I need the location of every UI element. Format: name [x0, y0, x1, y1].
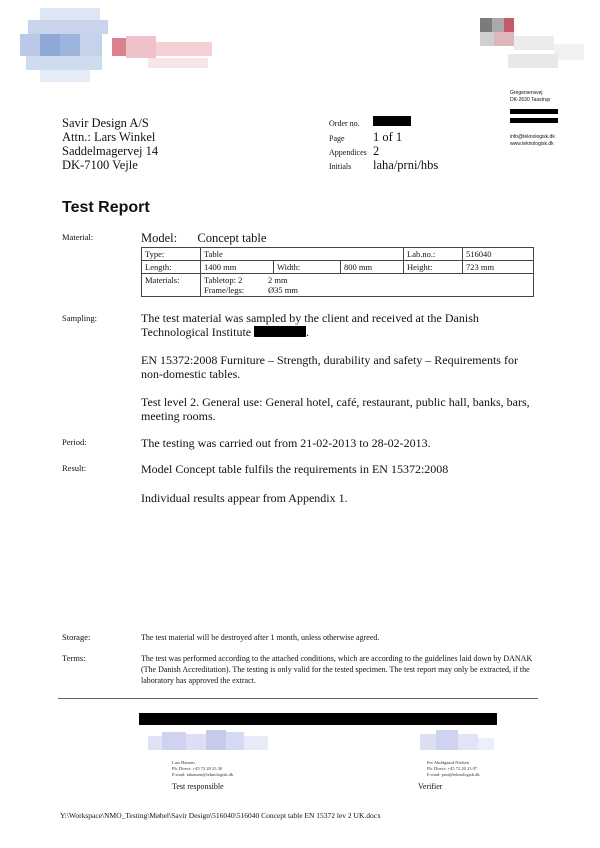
appendices-value: 2 [373, 144, 380, 158]
table-row [142, 274, 534, 297]
terms-text: The test was performed according to the attached conditions, which are according to the guidelines laid down by DANAK (The Danish Accreditation). The testing is only valid for the tested specimen. The test report may only be extracted, if the laboratory has approved the extract. [141, 654, 533, 685]
redacted-phone-2 [510, 118, 558, 123]
signature-left-details [172, 760, 233, 778]
redacted-phone-1 [510, 109, 558, 114]
material-table [141, 247, 534, 297]
type-value: Table [201, 248, 404, 261]
frame-value: Ø35 mm [268, 285, 298, 295]
initials-value: laha/prni/hbs [373, 158, 439, 172]
order-redacted [373, 116, 411, 126]
institute-logo [18, 8, 218, 88]
labno-label: Lab.no.: [404, 248, 463, 261]
divider [58, 698, 538, 699]
result-text-2: Individual results appear from Appendix 1. [141, 491, 348, 505]
institute-web: www.teknologisk.dk [510, 141, 554, 147]
width-label: Width: [274, 261, 341, 274]
model-label: Model: [141, 231, 178, 245]
left-name: Lars Hansen [172, 760, 195, 765]
report-meta [329, 116, 438, 172]
length-label: Length: [142, 261, 201, 274]
model-line [141, 231, 266, 246]
frame-label: Frame/legs: [204, 285, 245, 295]
recipient-city: DK-7100 Vejle [62, 158, 138, 172]
footer-path: Y:\Workspace\NMO_Testing\Møbel\Savir Design\516040\516040 Concept table EN 15372 lev 2 UK.docx [60, 811, 381, 820]
table-row [142, 261, 534, 274]
institute-street: Gregersensvej [510, 90, 543, 96]
signature-left [148, 728, 278, 760]
terms-label: Terms: [62, 653, 86, 663]
page-value: 1 of 1 [373, 130, 403, 144]
width-value: 800 mm [341, 261, 404, 274]
initials-label: Initials [329, 162, 352, 171]
sampling-p1: The test material was sampled by the client and received at the Danish Technological Institute [141, 311, 479, 339]
page-label: Page [329, 134, 345, 143]
recipient-attn: Attn.: Lars Winkel [62, 130, 156, 144]
tabletop-label: Tabletop: 2 [204, 275, 243, 285]
result-text: Model Concept table fulfils the requirements in EN 15372:2008 [141, 462, 449, 476]
material-label: Material: [62, 232, 94, 242]
recipient-address [62, 116, 158, 172]
tabletop-value: 2 mm [268, 275, 288, 285]
period-text: The testing was carried out from 21-02-2013 to 28-02-2013. [141, 436, 431, 450]
institute-mark [478, 14, 588, 84]
type-label: Type: [142, 248, 201, 261]
signature-right [420, 728, 500, 760]
sampling-p1-end: . [306, 325, 310, 339]
storage-label: Storage: [62, 632, 91, 642]
institute-email: info@teknologisk.dk [510, 134, 555, 140]
page-title: Test Report [62, 199, 150, 216]
model-value: Concept table [197, 231, 267, 245]
sampling-text [141, 311, 537, 339]
sampling-p2: EN 15372:2008 Furniture – Strength, durability and safety – Requirements for non-domestic tables. [141, 353, 518, 381]
materials-label: Materials: [142, 274, 201, 297]
materials-value [201, 274, 534, 297]
left-phone: Ph. Direct: +45 72 20 23 30 [172, 766, 223, 771]
left-role: Test responsible [172, 782, 224, 791]
recipient-company: Savir Design A/S [62, 116, 149, 130]
appendices-label: Appendices [329, 148, 367, 157]
result-label: Result: [62, 463, 87, 473]
right-phone: Ph. Direct: +45 72 20 23 07 [427, 766, 478, 771]
length-value: 1400 mm [201, 261, 274, 274]
height-value: 723 mm [463, 261, 534, 274]
right-email: E-mail: prni@teknologisk.dk [427, 772, 480, 777]
right-role: Verifier [418, 782, 443, 791]
institute-city: DK-2630 Taastrup [510, 97, 551, 103]
left-email: E-mail: lahansen@teknologisk.dk [172, 772, 234, 777]
recipient-street: Saddelmagervej 14 [62, 144, 159, 158]
signature-redacted [139, 713, 497, 725]
height-label: Height: [404, 261, 463, 274]
table-row [142, 248, 534, 261]
labno-value: 516040 [463, 248, 534, 261]
sampling-redacted [254, 326, 306, 337]
institute-contact [510, 90, 558, 148]
sampling-label: Sampling: [62, 313, 97, 323]
sampling-p3: Test level 2. General use: General hotel, café, restaurant, public hall, banks, bars, meeting rooms. [141, 395, 530, 423]
storage-text: The test material will be destroyed after 1 month, unless otherwise agreed. [141, 633, 380, 642]
period-label: Period: [62, 437, 87, 447]
right-name: Per Abildgaard Nielsen [427, 760, 469, 765]
order-label: Order no. [329, 119, 360, 128]
signature-right-details [427, 760, 480, 778]
